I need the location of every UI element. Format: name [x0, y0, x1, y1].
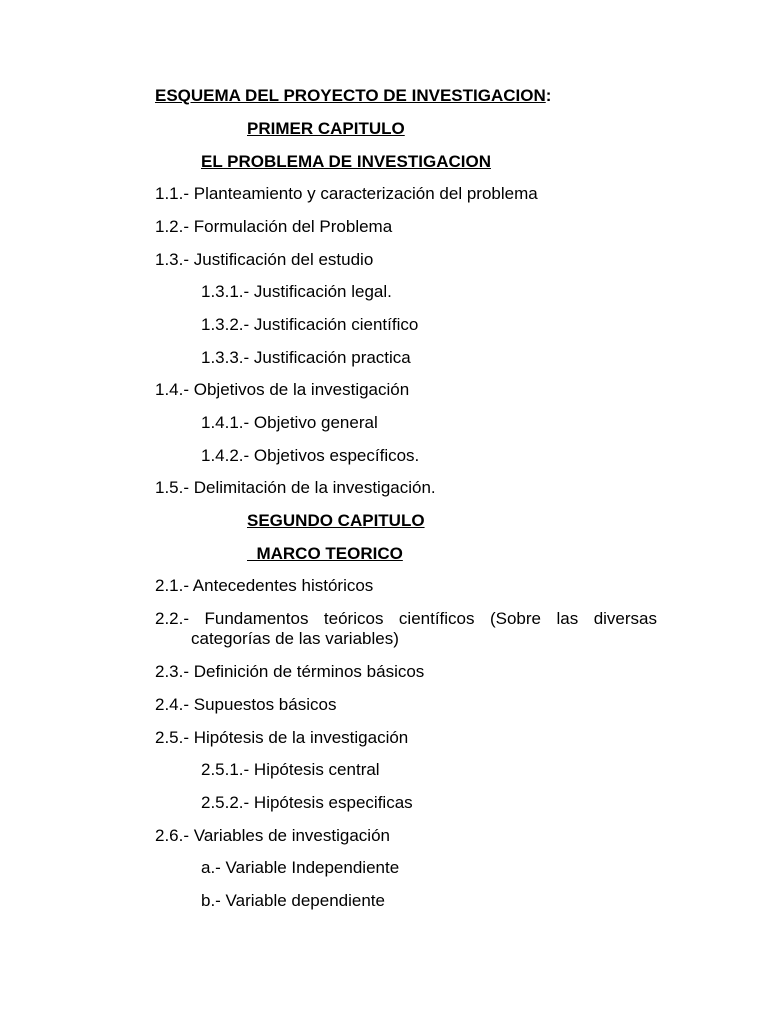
item-2-5-2: 2.5.2.- Hipótesis especificas	[201, 793, 413, 812]
item-2-5: 2.5.- Hipótesis de la investigación	[155, 728, 409, 747]
item-2-6-b: b.- Variable dependiente	[201, 891, 385, 910]
item-2-2: 2.2.- Fundamentos teóricos científicos (Sobre las diversas	[155, 609, 657, 628]
document-title-text: ESQUEMA DEL PROYECTO DE INVESTIGACION	[155, 86, 546, 105]
item-1-4-1: 1.4.1.- Objetivo general	[201, 413, 378, 432]
item-2-3: 2.3.- Definición de términos básicos	[155, 662, 425, 681]
item-2-2-continuation: categorías de las variables)	[191, 629, 399, 648]
item-2-5-1: 2.5.1.- Hipótesis central	[201, 760, 380, 779]
item-2-6-a: a.- Variable Independiente	[201, 858, 400, 877]
item-1-2: 1.2.- Formulación del Problema	[155, 217, 393, 236]
document-title-colon: :	[545, 86, 552, 105]
item-1-1: 1.1.- Planteamiento y caracterización del problema	[155, 184, 538, 203]
chapter-1-subheading: EL PROBLEMA DE INVESTIGACION	[201, 152, 491, 171]
item-2-1: 2.1.- Antecedentes históricos	[155, 576, 374, 595]
item-1-5: 1.5.- Delimitación de la investigación.	[155, 478, 436, 497]
item-2-4: 2.4.- Supuestos básicos	[155, 695, 337, 714]
chapter-1-heading: PRIMER CAPITULO	[247, 119, 405, 138]
item-1-3-3: 1.3.3.- Justificación practica	[201, 348, 411, 367]
item-1-3-1: 1.3.1.- Justificación legal.	[201, 282, 392, 301]
item-1-3-2: 1.3.2.- Justificación científico	[201, 315, 419, 334]
item-1-4-2: 1.4.2.- Objetivos específicos.	[201, 446, 420, 465]
item-1-4: 1.4.- Objetivos de la investigación	[155, 380, 410, 399]
chapter-2-heading: SEGUNDO CAPITULO	[247, 511, 425, 530]
chapter-2-subheading: MARCO TEORICO	[247, 544, 403, 563]
document-title	[155, 86, 551, 106]
item-2-6: 2.6.- Variables de investigación	[155, 826, 390, 845]
item-1-3: 1.3.- Justificación del estudio	[155, 250, 374, 269]
